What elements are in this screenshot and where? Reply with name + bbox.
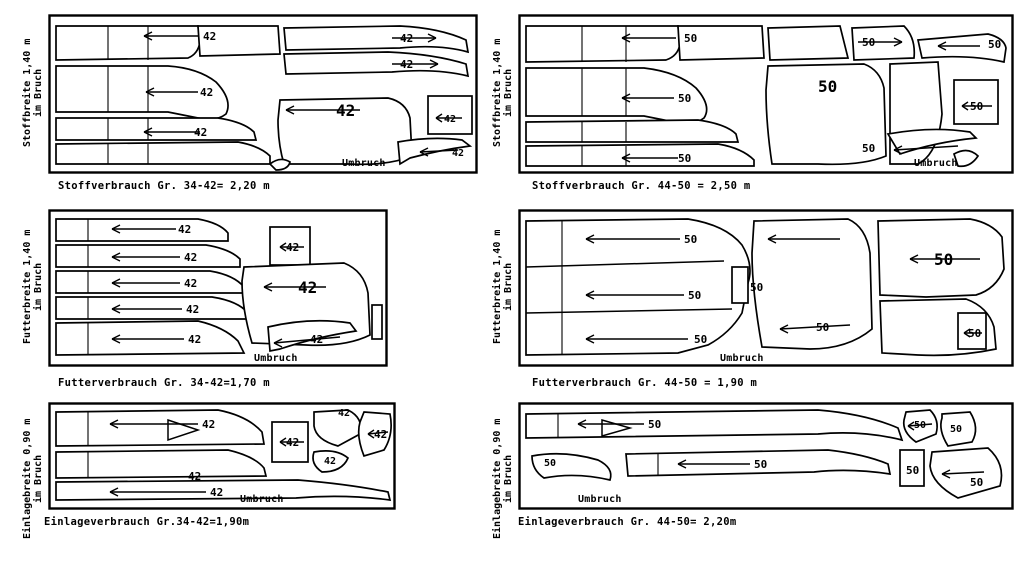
panel-stoff-44-50 (492, 10, 1012, 200)
side-label-einlage-34-42 (22, 404, 46, 554)
size-mark: 50 (678, 92, 692, 105)
size-mark: 50 (970, 100, 984, 113)
size-mark: 42 (324, 456, 337, 467)
side-label-line2: im Bruch (503, 68, 514, 118)
fold-label-stoff-44-50: Umbruch (914, 158, 958, 169)
side-label-stoff-34-42 (22, 18, 46, 168)
fold-label-einlage-44-50: Umbruch (578, 494, 622, 505)
layout-diagram-futter-44-50 (518, 209, 1014, 367)
caption-stoff-34-42: Stoffverbrauch Gr. 34-42= 2,20 m (58, 180, 270, 192)
size-mark: 42 (184, 277, 198, 290)
size-mark: 42 (336, 101, 356, 120)
fold-label-stoff-34-42: Umbruch (342, 158, 386, 169)
size-mark: 42 (374, 428, 388, 441)
size-mark: 42 (210, 486, 224, 499)
size-mark: 50 (934, 250, 954, 269)
size-mark: 42 (338, 408, 351, 419)
layout-diagram-stoff-44-50 (518, 14, 1014, 174)
size-mark: 42 (203, 30, 217, 43)
size-mark: 50 (950, 424, 963, 435)
caption-einlage-34-42: Einlageverbrauch Gr.34-42=1,90m (44, 516, 250, 528)
fold-label-futter-34-42: Umbruch (254, 353, 298, 364)
size-mark: 50 (544, 458, 557, 469)
side-label-line1: Stoffbreite 1,40 m (492, 38, 503, 148)
layout-diagram-einlage-34-42 (48, 402, 396, 510)
size-mark: 50 (862, 36, 876, 49)
side-label-line2: im Bruch (33, 262, 44, 312)
size-mark: 50 (914, 420, 927, 431)
panel-einlage-34-42 (22, 398, 422, 568)
caption-einlage-44-50: Einlageverbrauch Gr. 44-50= 2,20m (518, 516, 737, 528)
side-label-line2: im Bruch (33, 68, 44, 118)
size-mark: 42 (188, 333, 202, 346)
size-mark: 42 (184, 251, 198, 264)
size-mark: 50 (684, 233, 698, 246)
side-label-line1: Futterbreite 1,40 m (492, 229, 503, 345)
side-label-line1: Futterbreite 1,40 m (22, 229, 33, 345)
panel-futter-34-42 (22, 205, 422, 395)
side-label-line1: Stoffbreite 1,40 m (22, 38, 33, 148)
panel-futter-44-50 (492, 205, 1012, 395)
size-mark: 42 (298, 278, 318, 297)
size-mark: 42 (286, 436, 300, 449)
caption-futter-34-42: Futterverbrauch Gr. 34-42=1,70 m (58, 377, 270, 389)
size-mark: 42 (400, 58, 414, 71)
size-mark: 42 (188, 470, 202, 483)
size-mark: 42 (310, 333, 324, 346)
size-mark: 50 (988, 38, 1002, 51)
layout-diagram-futter-34-42 (48, 209, 388, 367)
size-mark: 42 (178, 223, 192, 236)
size-mark: 42 (452, 148, 465, 159)
size-mark: 50 (906, 464, 920, 477)
panel-stoff-34-42 (22, 10, 472, 200)
size-mark: 50 (694, 333, 708, 346)
size-mark: 42 (444, 114, 457, 125)
caption-stoff-44-50: Stoffverbrauch Gr. 44-50 = 2,50 m (532, 180, 751, 192)
size-mark: 50 (816, 321, 830, 334)
size-mark: 42 (400, 32, 414, 45)
size-mark: 50 (818, 77, 838, 96)
side-label-line1: Einlagebreite 0,90 m (492, 418, 503, 540)
side-label-futter-34-42 (22, 211, 46, 363)
side-label-stoff-44-50 (492, 18, 516, 168)
size-mark: 50 (970, 476, 984, 489)
fold-label-futter-44-50: Umbruch (720, 353, 764, 364)
panel-einlage-44-50 (492, 398, 1012, 568)
caption-futter-44-50: Futterverbrauch Gr. 44-50 = 1,90 m (532, 377, 758, 389)
side-label-einlage-44-50 (492, 404, 516, 554)
size-mark: 42 (186, 303, 200, 316)
side-label-line1: Einlagebreite 0,90 m (22, 418, 33, 540)
size-mark: 42 (202, 418, 216, 431)
layout-diagram-stoff-34-42 (48, 14, 478, 174)
side-label-line2: im Bruch (503, 454, 514, 504)
size-mark: 50 (688, 289, 702, 302)
size-mark: 50 (862, 142, 876, 155)
size-mark: 42 (286, 241, 300, 254)
size-mark: 50 (968, 327, 982, 340)
fold-label-einlage-34-42: Umbruch (240, 494, 284, 505)
side-label-futter-44-50 (492, 211, 516, 363)
size-mark: 50 (754, 458, 768, 471)
size-mark: 42 (200, 86, 214, 99)
size-mark: 50 (684, 32, 698, 45)
size-mark: 50 (750, 281, 764, 294)
size-mark: 42 (194, 126, 208, 139)
size-mark: 50 (648, 418, 662, 431)
side-label-line2: im Bruch (503, 262, 514, 312)
size-mark: 50 (678, 152, 692, 165)
side-label-line2: im Bruch (33, 454, 44, 504)
